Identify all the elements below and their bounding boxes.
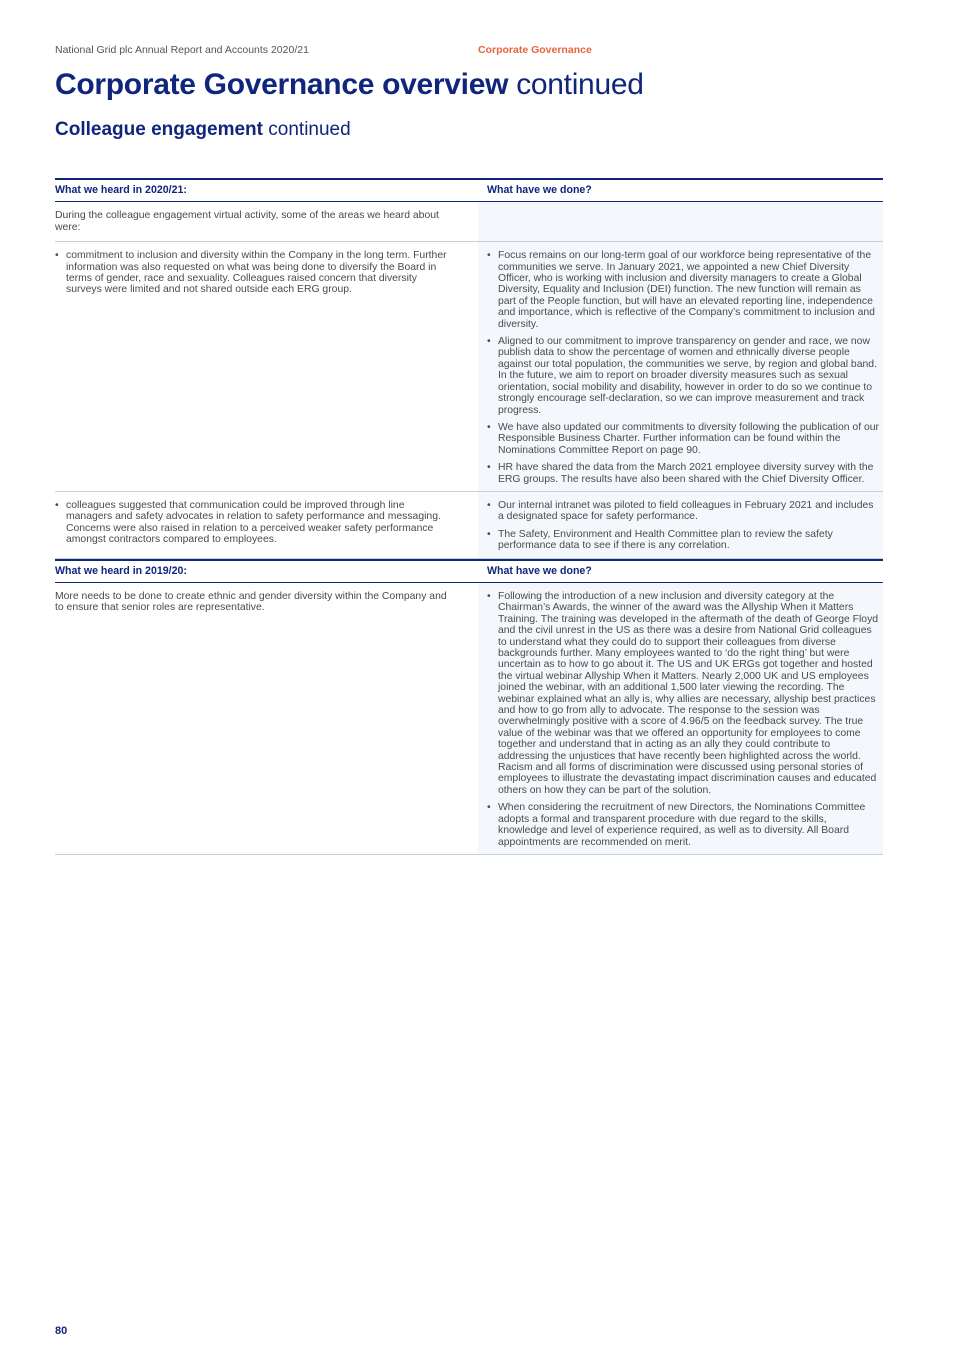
table-row — [55, 492, 883, 559]
section-subtitle — [55, 118, 351, 142]
empty-cell — [478, 202, 883, 241]
list-item: • The Safety, Environment and Health Committee plan to review the safety performance data to see if there is any correlation. — [487, 529, 879, 552]
column-header-heard: What we heard in 2019/20: — [55, 564, 187, 577]
running-header — [55, 44, 883, 58]
subtitle-main: Colleague engagement — [55, 119, 263, 140]
list-item: • When considering the recruitment of new Directors, the Nominations Committee adopts a formal and transparent procedure with due regard to the skills, knowledge and level of experience required, as well as to diversity. All Board appointments are recommended on merit. — [487, 802, 879, 848]
page-title — [55, 66, 644, 104]
done-cell — [478, 242, 883, 491]
list-item: • Focus remains on our long-term goal of our workforce being representative of the communities we serve. In January 2021, we appointed a new Chief Diversity Officer, who is working with inclusion and diversity managers to create a Global Diversity, Equality and Inclusion (DEI) function. The new function will remain as part of the People function, but will have an elevated reporting line, independence and importance, which is reflective of the Company’s commitment to inclusion and diversity. — [487, 250, 879, 330]
list-item: • Our internal intranet was piloted to field colleagues in February 2021 and includes a designated space for safety performance. — [487, 500, 879, 523]
list-item: • We have also updated our commitments to diversity following the publication of our Responsible Business Charter. Further information can be found within the Nominations Committee Report on page 90. — [487, 422, 879, 456]
page-title-main: Corporate Governance overview — [55, 68, 509, 101]
table-header-row — [55, 178, 883, 202]
table-row — [55, 583, 883, 854]
report-title: National Grid plc Annual Report and Accounts 2020/21 — [55, 44, 309, 56]
done-cell — [478, 492, 883, 558]
table-row — [55, 202, 883, 242]
column-header-done: What have we done? — [478, 180, 883, 201]
intro-text: During the colleague engagement virtual activity, some of the areas we heard about were: — [55, 210, 439, 233]
done-cell — [478, 583, 883, 854]
column-header-heard: What we heard in 2020/21: — [55, 184, 187, 196]
table-header-row — [55, 559, 883, 583]
done-list — [487, 500, 879, 552]
engagement-table — [55, 178, 883, 855]
done-list — [487, 250, 879, 485]
heard-cell — [55, 492, 478, 558]
heard-list — [55, 500, 448, 546]
page-number: 80 — [55, 1325, 68, 1337]
section-name: Corporate Governance — [478, 44, 592, 56]
column-header-done: What have we done? — [478, 561, 883, 582]
subtitle-continued: continued — [268, 119, 351, 140]
heard-cell — [55, 242, 478, 491]
list-item: • HR have shared the data from the March 2021 employee diversity survey with the ERG groups. The results have also been shared with the Chief Diversity Officer. — [487, 462, 879, 485]
table-row — [55, 242, 883, 492]
list-item: • Following the introduction of a new inclusion and diversity category at the Chairman’s Awards, the winner of the award was the Allyship When it Matters Training. The training was developed in the aftermath of the death of George Floyd and the civil unrest in the US as there was a desire from National Grid colleagues to understand what they could do to support their colleagues from diverse backgrounds further. Many employees wanted to ‘do the right thing’ but were uncertain as to how to go about it. The US and UK ERGs got together and hosted the virtual webinar Allyship When it Matters. Nearly 2,000 UK and US employees joined the webinar, with an additional 1,500 later viewing the recording. The webinar explained what an ally is, why allies are necessary, allyship best practices and how to go from ally to advocate. The response to the session was overwhelmingly positive with a score of 4.96/5 on the feedback survey. The true value of the webinar was that we offered an opportunity for employees to come together and understand that in acting as an ally they could contribute to addressing the unjustices that have recently been highlighted across the world. Racism and all forms of discrimination were discussed using personal stories of employees to illustrate the devastating impact discrimination causes and educated others on how they can be part of the solution. — [487, 591, 879, 796]
done-list — [487, 591, 879, 848]
heard-cell: More needs to be done to create ethnic and gender diversity within the Company and to ensure that senior roles are representative. — [55, 590, 447, 614]
list-item: • colleagues suggested that communication could be improved through line managers and safety advocates in relation to safety performance and messaging. Concerns were also raised in relation to a perceived weaker safety performance amongst contractors compared to employees. — [55, 500, 448, 546]
heard-list — [55, 250, 448, 296]
page-title-continued: continued — [516, 68, 644, 101]
list-item: • commitment to inclusion and diversity within the Company in the long term. Further information was also requested on what was being done to diversify the Board in terms of gender, race and sexuality. Colleagues raised concern that diversity surveys were limited and not shared outside each ERG group. — [55, 250, 448, 296]
list-item: • Aligned to our commitment to improve transparency on gender and race, we now publish data to show the percentage of women and ethnically diverse people against our total population, the communities we serve, by region and global band. In the future, we aim to report on broader diversity measures such as sexual orientation, social mobility and disability, however in order to do so we continue to strongly encourage self-declaration, so we can improve measurement and track progress. — [487, 336, 879, 416]
